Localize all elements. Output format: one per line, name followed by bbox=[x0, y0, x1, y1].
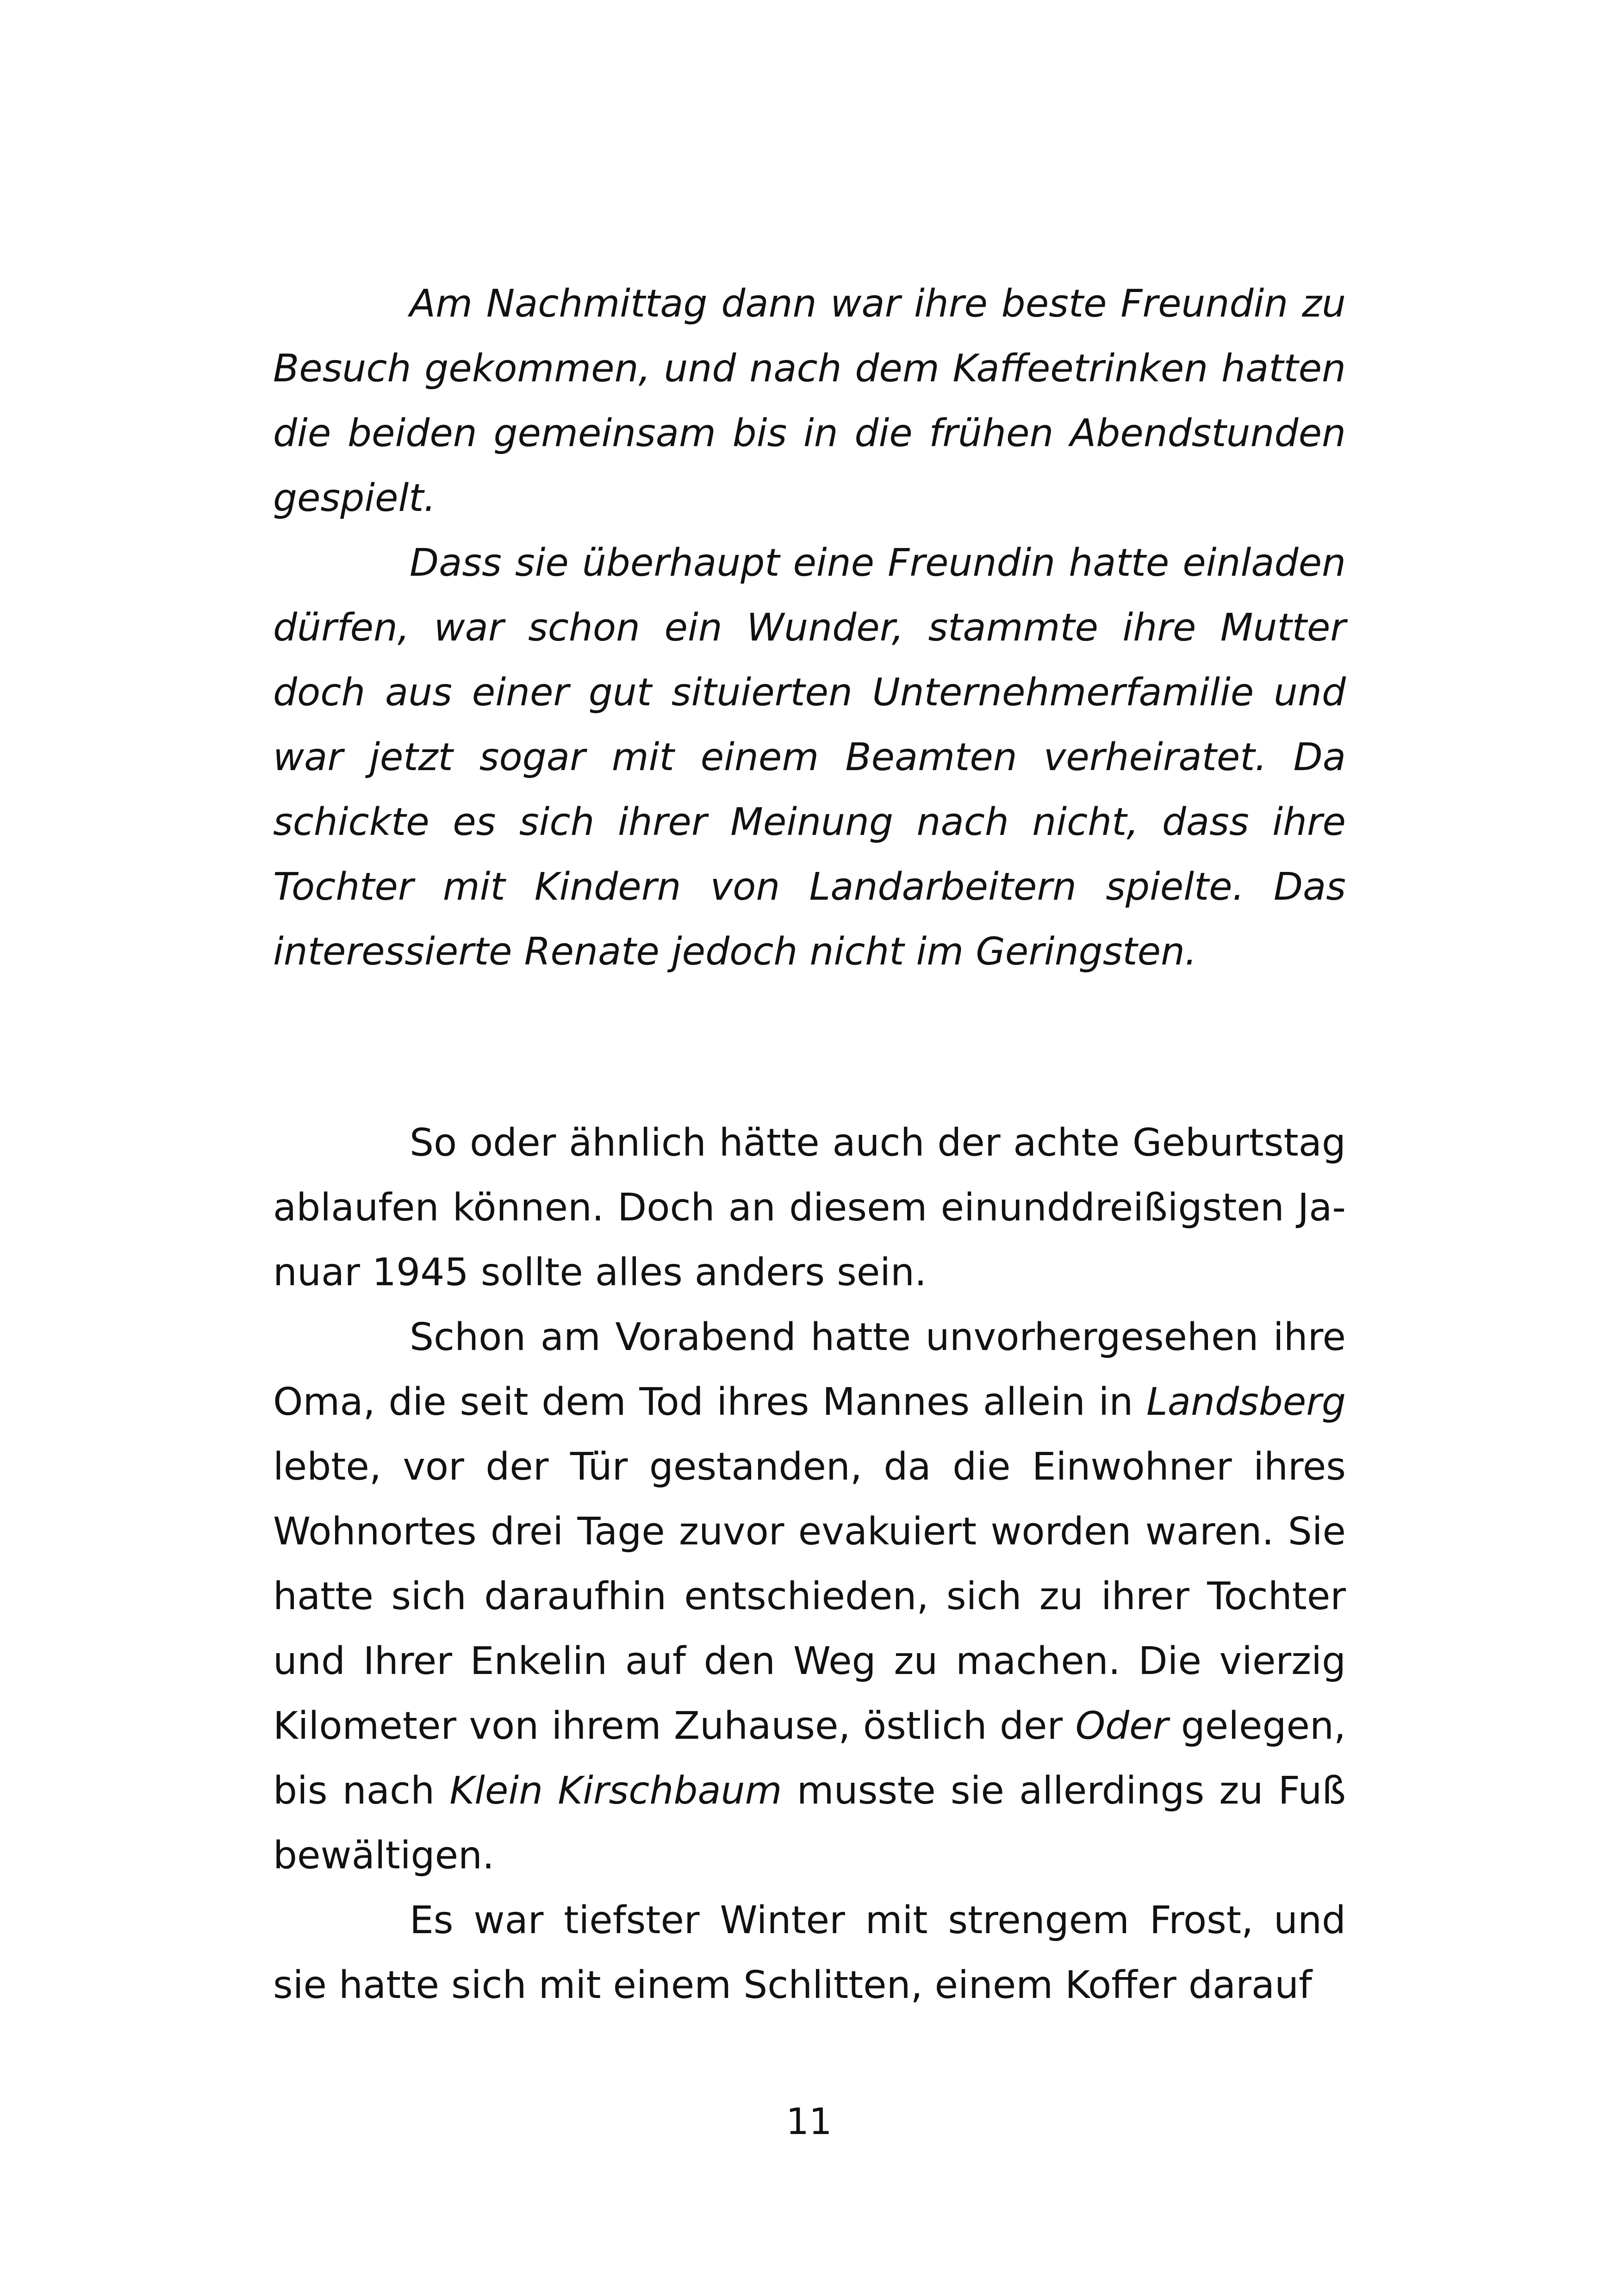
text-run: gelegen, bis nach bbox=[273, 1704, 1346, 1813]
main-text-section bbox=[273, 1111, 1346, 2018]
paragraph: Am Nachmittag dann war ihre beste Freundin zu Besuch gekommen, und nach dem Kaffeetrinken hatten die beiden gemeinsam bis in die frühen Abendstunden gespielt. bbox=[273, 282, 1346, 520]
place-name-oder: Oder bbox=[1075, 1704, 1169, 1748]
paragraph bbox=[273, 1305, 1346, 1888]
text-run: musste sie allerdings zu Fuß bewältigen. bbox=[273, 1769, 1346, 1878]
paragraph: So oder ähnlich hätte auch der achte Geburtstag ablaufen können. Doch an diesem einunddreißigsten Januar 1945 sollte alles anders sein. bbox=[273, 1121, 1346, 1294]
page-number: 11 bbox=[786, 2101, 832, 2143]
text-run: Schon am Vorabend hatte unvorhergesehen ihre Oma, die seit dem Tod ihres Mannes allein in bbox=[273, 1315, 1346, 1424]
paragraph: Dass sie überhaupt eine Freundin hatte einladen dürfen, war schon ein Wunder, stammte ihre Mutter doch aus einer gut situierten Unternehmerfamilie und war jetzt sogar mit einem Beamten verheiratet. Da schickte es sich ihrer Meinung nach nicht, dass ihre Tochter mit Kindern von Landarbeitern spielte. Das interessierte Renate jedoch nicht im Geringsten. bbox=[273, 541, 1346, 974]
place-name-klein-kirschbaum: Klein Kirschbaum bbox=[449, 1769, 782, 1813]
italic-text-section bbox=[273, 272, 1346, 984]
place-name-landsberg: Landsberg bbox=[1146, 1380, 1346, 1424]
paragraph: Es war tiefster Winter mit strengem Frost, und sie hatte sich mit einem Schlitten, einem Koffer darauf bbox=[273, 1898, 1346, 2007]
text-run: lebte, vor der Tür gestanden, da die Einwohner ihres Wohnortes drei Tage zuvor evakuiert worden waren. Sie hatte sich daraufhin entschieden, sich zu ihrer Tochter und Ihrer Enkelin auf den Weg zu machen. Die vierzig Kilometer von ihrem Zuhause, östlich der bbox=[273, 1445, 1346, 1748]
